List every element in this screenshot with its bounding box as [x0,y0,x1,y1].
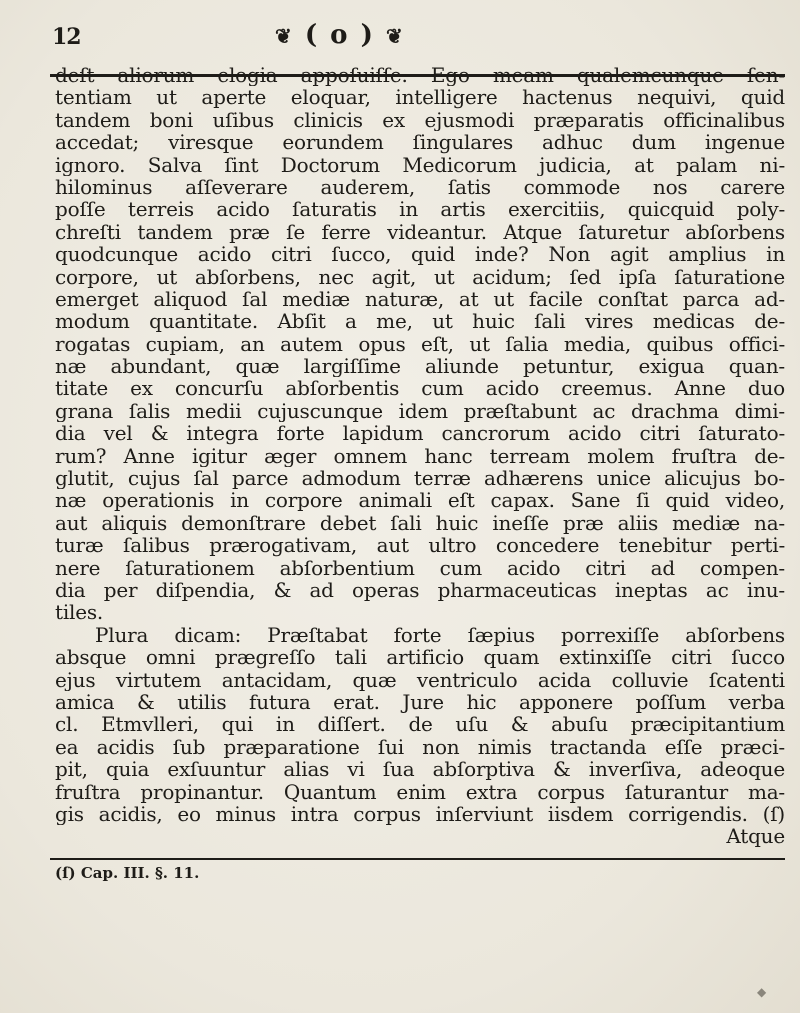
text-line: chreſti tandem præ ſe ferre videantur. Atque ſaturetur abſorbens [55,220,785,244]
text-line: emerget aliquod ſal mediæ naturæ, at ut facile conſtat parca ad- [55,287,785,311]
running-head-ornament [275,20,405,50]
text-line: gis acidis, eo minus intra corpus inſerviunt iisdem corrigendis. (ſ) [55,802,785,826]
page-header [50,16,785,56]
fleuron-left-icon: ❦ [275,24,294,48]
text-line: tentiam ut aperte eloquar, intelligere hactenus nequivi, quid [55,86,785,109]
text-line: quodcunque acido citri ſucco, quid inde? Non agit amplius in [55,243,785,266]
text-line: dia vel & integra forte lapidum cancrorum acido citri ſaturato- [55,422,785,445]
text-line: amica & utilis futura erat. Jure hic apponere poſſum verba [55,690,785,714]
text-line: aut aliquis demonſtrare debet ſali huic ineſſe præ aliis mediæ na- [55,511,785,535]
text-line: hilominus aſſeverare auderem, ſatis commode nos carere [55,175,785,199]
text-line: rogatas cupiam, an autem opus eſt, ut ſalia media, quibus offici- [55,332,785,356]
text-line: titate ex concurſu abſorbentis cum acido creemus. Anne duo [55,377,785,400]
catchword: Atque [726,825,785,848]
text-line: ignoro. Salva ſint Doctorum Medicorum judicia, at palam ni- [55,153,785,176]
text-line: tandem boni uſibus clinicis ex ejusmodi præparatis officinalibus [55,108,785,132]
printers-mark-icon: ◆ [757,985,767,999]
text-line: modum quantitate. Abſit a me, ut huic ſali vires medicas de- [55,310,785,333]
text-line: cl. Etmvlleri, qui in diſſert. de uſu & abuſu præcipitantium [55,713,785,736]
text-line: grana ſalis medii cujuscunque idem præſtabunt ac drachma dimi- [55,399,785,423]
text-line: glutit, cujus ſal parce admodum terræ adhærens unice alicujus bo- [55,467,785,490]
text-line: nere ſaturationem abſorbentium cum acido citri ad compen- [55,556,785,579]
footnote: (ſ) Cap. III. §. 11. [55,864,200,882]
text-line: næ operationis in corpore animali eſt capax. Sane ſi quid video, [55,489,785,512]
ornament-center: ( o ) [304,20,375,50]
text-line: absque omni prægreſſo tali artificio quam extinxiſſe citri ſucco [55,646,785,669]
text-line: Plura dicam: Præſtabat forte ſæpius porrexiſſe abſorbens [95,623,785,647]
text-line: accedat; viresque eorundem ſingulares adhuc dum ingenue [55,131,785,154]
text-line: turæ ſalibus prærogativam, aut ultro concedere tenebitur perti- [55,534,785,557]
text-line: dia per diſpendia, & ad operas pharmaceuticas ineptas ac inu- [55,578,785,602]
text-line: rum? Anne igitur æger omnem hanc terream molem fruſtra de- [55,444,785,468]
main-text [55,64,785,848]
text-line: ea acidis ſub præparatione ſui non nimis tractanda eſſe præci- [55,735,785,759]
text-line: tiles. [55,601,104,624]
text-line: poſſe terreis acido ſaturatis in artis exercitiis, quicquid poly- [55,198,785,221]
text-line: deſt aliorum elogia appoſuiſſe. Ego meam qualemcunque ſen- [55,64,785,87]
footnote-rule [50,858,785,860]
text-line: fruſtra propinantur. Quantum enim extra corpus ſaturantur ma- [55,780,785,803]
text-line: pit, quia exſuuntur alias vi ſua abſorptiva & inverſiva, adeoque [55,758,785,781]
text-line: corpore, ut abſorbens, nec agit, ut acidum; ſed ipſa ſaturatione [55,265,785,288]
text-line: næ abundant, quæ largiſſime aliunde petuntur, exigua quan- [55,355,785,378]
fleuron-right-icon: ❦ [385,24,405,48]
page-number: 12 [52,24,81,50]
text-line: ejus virtutem antacidam, quæ ventriculo acida colluvie ſcatenti [55,668,785,691]
